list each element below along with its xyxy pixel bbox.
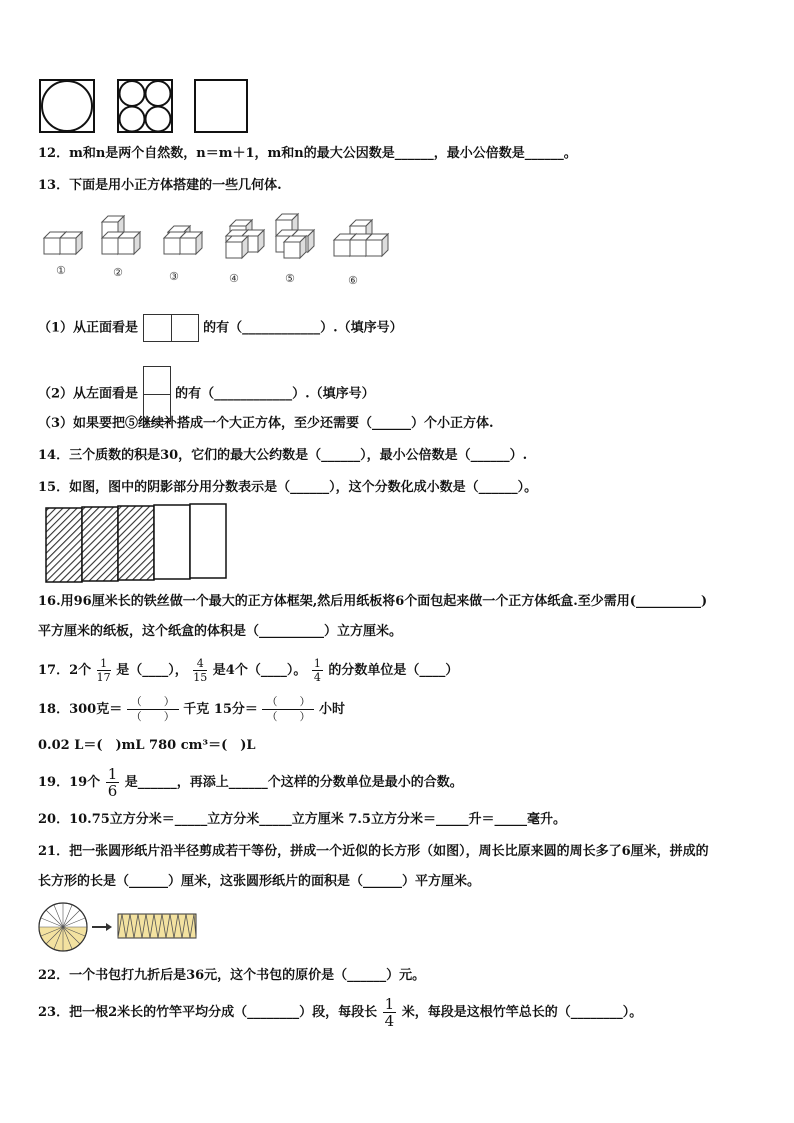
question-23 — [38, 996, 642, 1030]
shaded-part-2 — [82, 507, 118, 581]
frac-den: 6 — [107, 782, 118, 800]
square-with-four-circles — [118, 80, 172, 132]
q18-part-1: 18．300克＝ — [38, 702, 123, 717]
square-with-circle — [40, 80, 94, 132]
cube-figure-2 — [102, 216, 140, 254]
unshaded-part-5 — [190, 504, 226, 578]
q18-part-3: 小时 — [318, 702, 345, 717]
cube-figure-3 — [164, 226, 202, 254]
frac-num: 4 — [193, 657, 207, 671]
frac-num: 1 — [107, 765, 118, 783]
cube-label-2: ② — [113, 266, 123, 279]
sector-circle — [39, 903, 87, 951]
frac-den: （ ） — [130, 710, 175, 723]
fraction-4-15 — [193, 657, 207, 684]
question-20: 20．10.75立方分米＝_____立方分米_____立方厘米 7.5立方分米＝_____升＝_____毫升。 — [38, 812, 566, 827]
q23-part-2: 米，每段是这根竹竿总长的（________）。 — [401, 1005, 643, 1020]
q17-part-2: 是（____）， — [116, 663, 188, 678]
question-13-3: （3）如果要把⑤继续补搭成一个大正方体，至少还需要（______）个小正方体. — [38, 416, 494, 431]
empty-square — [195, 80, 247, 132]
q13-cube-figures — [40, 212, 400, 274]
frac-num: 1 — [97, 657, 111, 671]
q13-1-suffix: 的有（____________）.（填序号） — [203, 320, 403, 336]
question-16-line-1: 16.用96厘米长的铁丝做一个最大的正方体框架,然后用纸板将6个面包起来做一个正方体纸盒.至少需用(__________) — [38, 594, 708, 609]
frac-den: （ ） — [266, 710, 311, 723]
cube-figure-4 — [226, 220, 264, 258]
cube-figure-1 — [44, 232, 82, 254]
question-19 — [38, 766, 463, 800]
q18-part-2: 千克 15分＝ — [183, 702, 258, 717]
question-12: 12．m和n是两个自然数，n＝m＋1，m和n的最大公因数是______，最小公倍数是______。 — [38, 146, 577, 161]
q17-part-3: 是4个（____）。 — [212, 663, 307, 678]
cube-label-6: ⑥ — [348, 274, 358, 287]
q13-2-prefix: （2）从左面看是 — [38, 386, 139, 402]
frac-den: 4 — [313, 671, 321, 684]
question-16-line-2: 平方厘米的纸板，这个纸盒的体积是（__________）立方厘米。 — [38, 624, 403, 639]
front-view-divider — [171, 315, 172, 341]
cube-label-1: ① — [56, 264, 66, 277]
fraction-1-4 — [312, 657, 323, 684]
question-13-1 — [38, 314, 403, 342]
cube-label-5: ⑤ — [285, 272, 295, 285]
shaded-part-3 — [118, 506, 154, 580]
approx-rectangle — [118, 914, 196, 938]
q19-part-2: 是______，再添上______个这样的分数单位是最小的合数。 — [124, 775, 463, 790]
q17-part-4: 的分数单位是（____） — [328, 663, 459, 678]
q13-1-prefix: （1）从正面看是 — [38, 320, 139, 336]
frac-num: （ ） — [127, 695, 179, 710]
frac-den: 15 — [193, 671, 208, 684]
left-view-divider — [144, 394, 170, 395]
cube-label-4: ④ — [229, 272, 239, 285]
right-arrow-icon — [92, 923, 112, 931]
fraction-1-4-large — [383, 996, 397, 1029]
q17-part-1: 17．2个 — [38, 663, 92, 678]
front-view-two-squares — [143, 314, 199, 342]
blank-fraction-2 — [262, 695, 314, 724]
q11-figures — [38, 78, 258, 136]
q13-2-suffix: 的有（____________）.（填序号） — [175, 386, 375, 402]
blank-fraction-1 — [127, 695, 179, 724]
question-13: 13．下面是用小正方体搭建的一些几何体. — [38, 178, 282, 193]
frac-den: 17 — [96, 671, 111, 684]
fraction-1-6 — [106, 766, 120, 799]
frac-num: 1 — [313, 657, 321, 670]
cube-figure-6 — [334, 220, 388, 256]
shaded-part-1 — [46, 508, 82, 582]
cube-figure-5 — [276, 214, 314, 258]
cube-label-3: ③ — [169, 270, 179, 283]
question-15: 15．如图，图中的阴影部分用分数表示是（______），这个分数化成小数是（______）。 — [38, 480, 538, 495]
q19-part-1: 19．19个 — [38, 775, 101, 790]
question-22: 22．一个书包打九折后是36元，这个书包的原价是（______）元。 — [38, 968, 426, 983]
question-18-b: 0.02 L＝( )mL 780 cm³＝( )L — [38, 738, 256, 753]
question-18 — [38, 694, 345, 726]
question-17 — [38, 656, 458, 686]
question-14: 14．三个质数的积是30，它们的最大公约数是（______），最小公倍数是（______）. — [38, 448, 528, 463]
fraction-1-17 — [97, 657, 111, 684]
q23-part-1: 23．把一根2米长的竹竿平均分成（________）段，每段长 — [38, 1005, 378, 1020]
q21-circle-to-rectangle — [36, 900, 206, 954]
frac-den: 4 — [384, 1012, 395, 1030]
q15-shaded-rectangle — [40, 502, 232, 586]
frac-num: （ ） — [262, 695, 314, 710]
question-21-line-2: 长方形的长是（______）厘米，这张圆形纸片的面积是（______）平方厘米。 — [38, 874, 481, 889]
question-21-line-1: 21．把一张圆形纸片沿半径剪成若干等份，拼成一个近似的长方形（如图），周长比原来圆的周长多了6厘米，拼成的 — [38, 844, 709, 859]
frac-num: 1 — [384, 995, 395, 1013]
unshaded-part-4 — [154, 505, 190, 579]
